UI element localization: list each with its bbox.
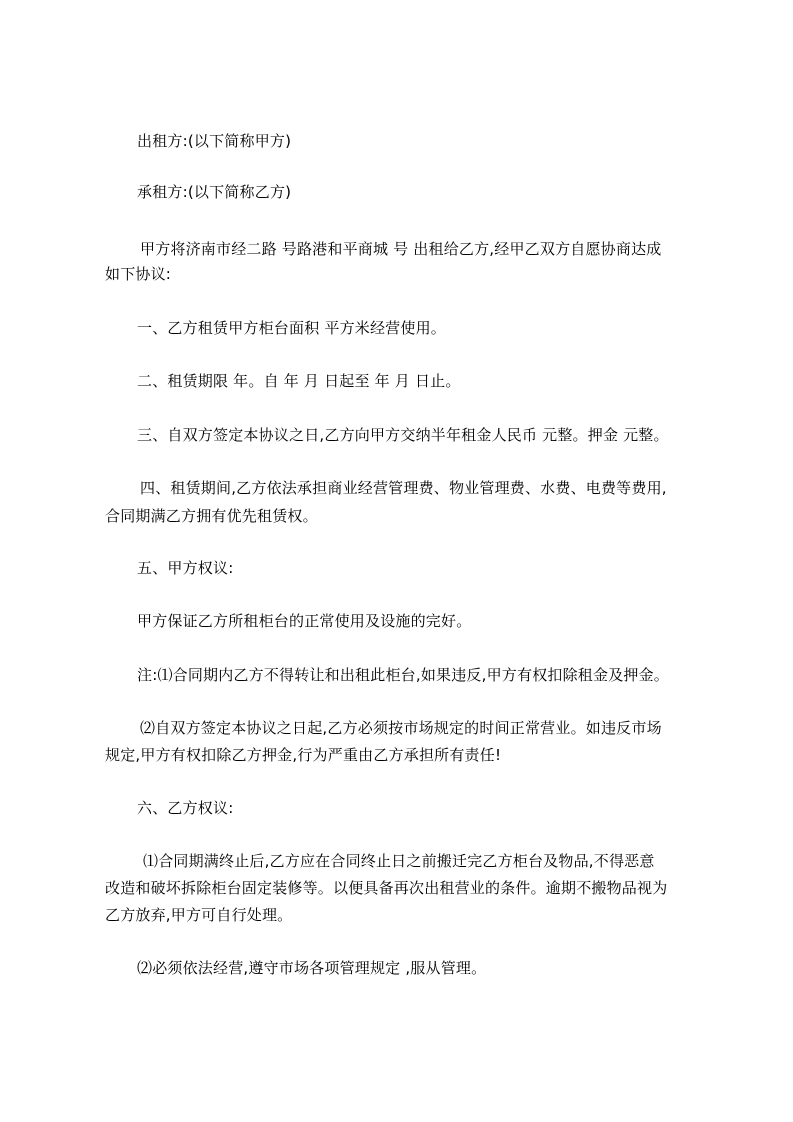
clause-6-item-1-line-1: ⑴合同期满终止后,乙方应在合同终止日之前搬迁完乙方柜台及物品,不得恶意 xyxy=(143,852,655,870)
clause-3: 三、自双方签定本协议之日,乙方向甲方交纳半年租金人民币 元整。押金 元整。 xyxy=(137,426,669,444)
clause-6-heading: 六、乙方权议: xyxy=(137,799,234,817)
clause-6-item-2: ⑵必须依法经营,遵守市场各项管理规定 ,服从管理。 xyxy=(137,959,487,977)
clause-5-note-1: 注:⑴合同期内乙方不得转让和出租此柜台,如果违反,甲方有权扣除租金及押金。 xyxy=(137,666,669,684)
lessor-line: 出租方:(以下简称甲方) xyxy=(137,132,292,150)
clause-5-note-2-line-1: ⑵自双方签定本协议之日起,乙方必须按市场规定的时间正常营业。如违反市场 xyxy=(140,719,662,737)
clause-4-line-2: 合同期满乙方拥有优先租赁权。 xyxy=(105,507,318,525)
clause-2: 二、租赁期限 年。自 年 月 日起至 年 月 日止。 xyxy=(137,372,461,390)
intro-line-1: 甲方将济南市经二路 号路港和平商城 号 出租给乙方,经甲乙双方自愿协商达成 xyxy=(140,240,662,258)
clause-6-item-1-line-2: 改造和破坏拆除柜台固定装修等。以便具备再次出租营业的条件。逾期不搬物品视为 xyxy=(105,879,668,897)
clause-5-text: 甲方保证乙方所租柜台的正常使用及设施的完好。 xyxy=(137,612,472,630)
clause-5-note-2-line-2: 规定,甲方有权扣除乙方押金,行为严重由乙方承担所有责任! xyxy=(105,746,502,764)
clause-4-line-1: 四、租赁期间,乙方依法承担商业经营管理费、物业管理费、水费、电费等费用, xyxy=(140,479,667,497)
clause-1: 一、乙方租赁甲方柜台面积 平方米经营使用。 xyxy=(137,319,446,337)
lessee-line: 承租方:(以下简称乙方) xyxy=(137,183,292,201)
clause-5-heading: 五、甲方权议: xyxy=(137,559,234,577)
clause-6-item-1-line-3: 乙方放弃,甲方可自行处理。 xyxy=(105,906,293,924)
intro-line-2: 如下协议: xyxy=(105,265,172,283)
